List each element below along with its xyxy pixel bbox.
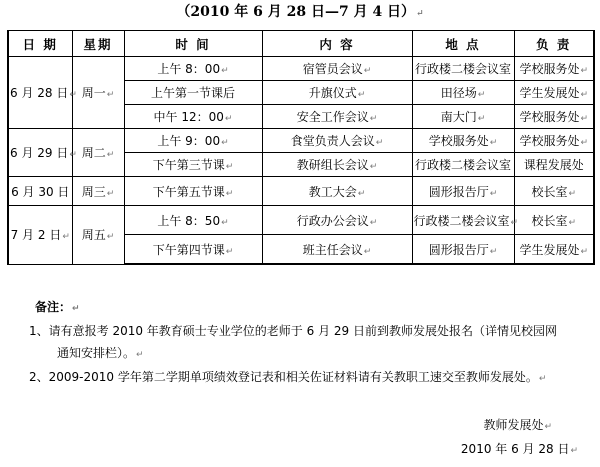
date-cell: 6 月 29 日↵ (8, 129, 72, 177)
header-time: 时 间 (124, 31, 262, 57)
owner-cell: 学校服务处↵ (514, 105, 594, 129)
content-cell: 食堂负责人会议↵ (262, 129, 412, 153)
table-row (8, 177, 594, 206)
document-title: （2010 年 6 月 28 日—7 月 4 日）↵ (176, 4, 424, 20)
owner-cell: 学校服务处↵ (514, 129, 594, 153)
owner-cell: 学生发展处↵ (514, 81, 594, 105)
weekday-cell: 周五↵ (72, 206, 124, 265)
header-content: 内 容 (262, 31, 412, 57)
owner-cell: 学校服务处↵ (514, 57, 594, 81)
owner-cell: 校长室↵ (514, 206, 594, 235)
content-cell: 班主任会议↵ (262, 235, 412, 265)
header-date: 日 期 (8, 31, 72, 57)
header-place: 地 点 (412, 31, 514, 57)
header-weekday: 星期 (72, 31, 124, 57)
content-cell: 行政办公会议↵ (262, 206, 412, 235)
time-cell: 中午 12：00↵ (124, 105, 262, 129)
time-cell: 下午第四节课↵ (124, 235, 262, 265)
weekday-cell: 周二↵ (72, 129, 124, 177)
place-cell: 行政楼二楼会议室↵ (412, 206, 514, 235)
notes-heading: 备注：↵ (35, 300, 80, 314)
content-cell: 宿管员会议↵ (262, 57, 412, 81)
notes-section (11, 296, 591, 390)
signature-department: 教师发展处↵ (483, 418, 552, 432)
note-item-1: 1、请有意报考 2010 年教育硕士专业学位的老师于 6 月 29 日前到教师发展处报名（详情见校园网 (29, 324, 557, 338)
schedule-table (7, 30, 595, 265)
table-row (8, 129, 594, 153)
time-cell: 上午 8：50↵ (124, 206, 262, 235)
content-cell: 升旗仪式↵ (262, 81, 412, 105)
header-owner: 负 责 (514, 31, 594, 57)
time-cell: 下午第五节课↵ (124, 177, 262, 206)
time-cell: 上午 9：00↵ (124, 129, 262, 153)
table-row (8, 206, 594, 235)
weekday-cell: 周一↵ (72, 57, 124, 129)
date-cell: 6 月 28 日↵ (8, 57, 72, 129)
weekday-cell: 周三↵ (72, 177, 124, 206)
paragraph-mark: ↵ (416, 9, 424, 19)
signature-block (460, 414, 578, 462)
place-cell: 田径场↵ (412, 81, 514, 105)
content-cell: 教工大会↵ (262, 177, 412, 206)
owner-cell: 学生发展处↵ (514, 235, 594, 265)
date-cell: 7 月 2 日↵ (8, 206, 72, 265)
owner-cell: 校长室↵ (514, 177, 594, 206)
place-cell: 行政楼二楼会议室 (412, 57, 514, 81)
owner-cell: 课程发展处 (514, 153, 594, 177)
place-cell: 行政楼二楼会议室 (412, 153, 514, 177)
place-cell: 圆形报告厅↵ (412, 177, 514, 206)
content-cell: 安全工作会议↵ (262, 105, 412, 129)
place-cell: 圆形报告厅↵ (412, 235, 514, 265)
note-item-1-continued: 通知安排栏）。↵ (57, 346, 144, 360)
date-cell: 6 月 30 日 (8, 177, 72, 206)
place-cell: 南大门↵ (412, 105, 514, 129)
time-cell: 下午第三节课↵ (124, 153, 262, 177)
signature-date: 2010 年 6 月 28 日↵ (460, 442, 578, 456)
note-item-2: 2、2009-2010 学年第二学期单项绩效登记表和相关佐证材料请有关教职工速交至教师发展处。↵ (29, 370, 547, 384)
table-row (8, 57, 594, 81)
content-cell: 教研组长会议↵ (262, 153, 412, 177)
header-row (8, 31, 594, 57)
place-cell: 学校服务处↵ (412, 129, 514, 153)
time-cell: 上午第一节课后 (124, 81, 262, 105)
time-cell: 上午 8：00↵ (124, 57, 262, 81)
